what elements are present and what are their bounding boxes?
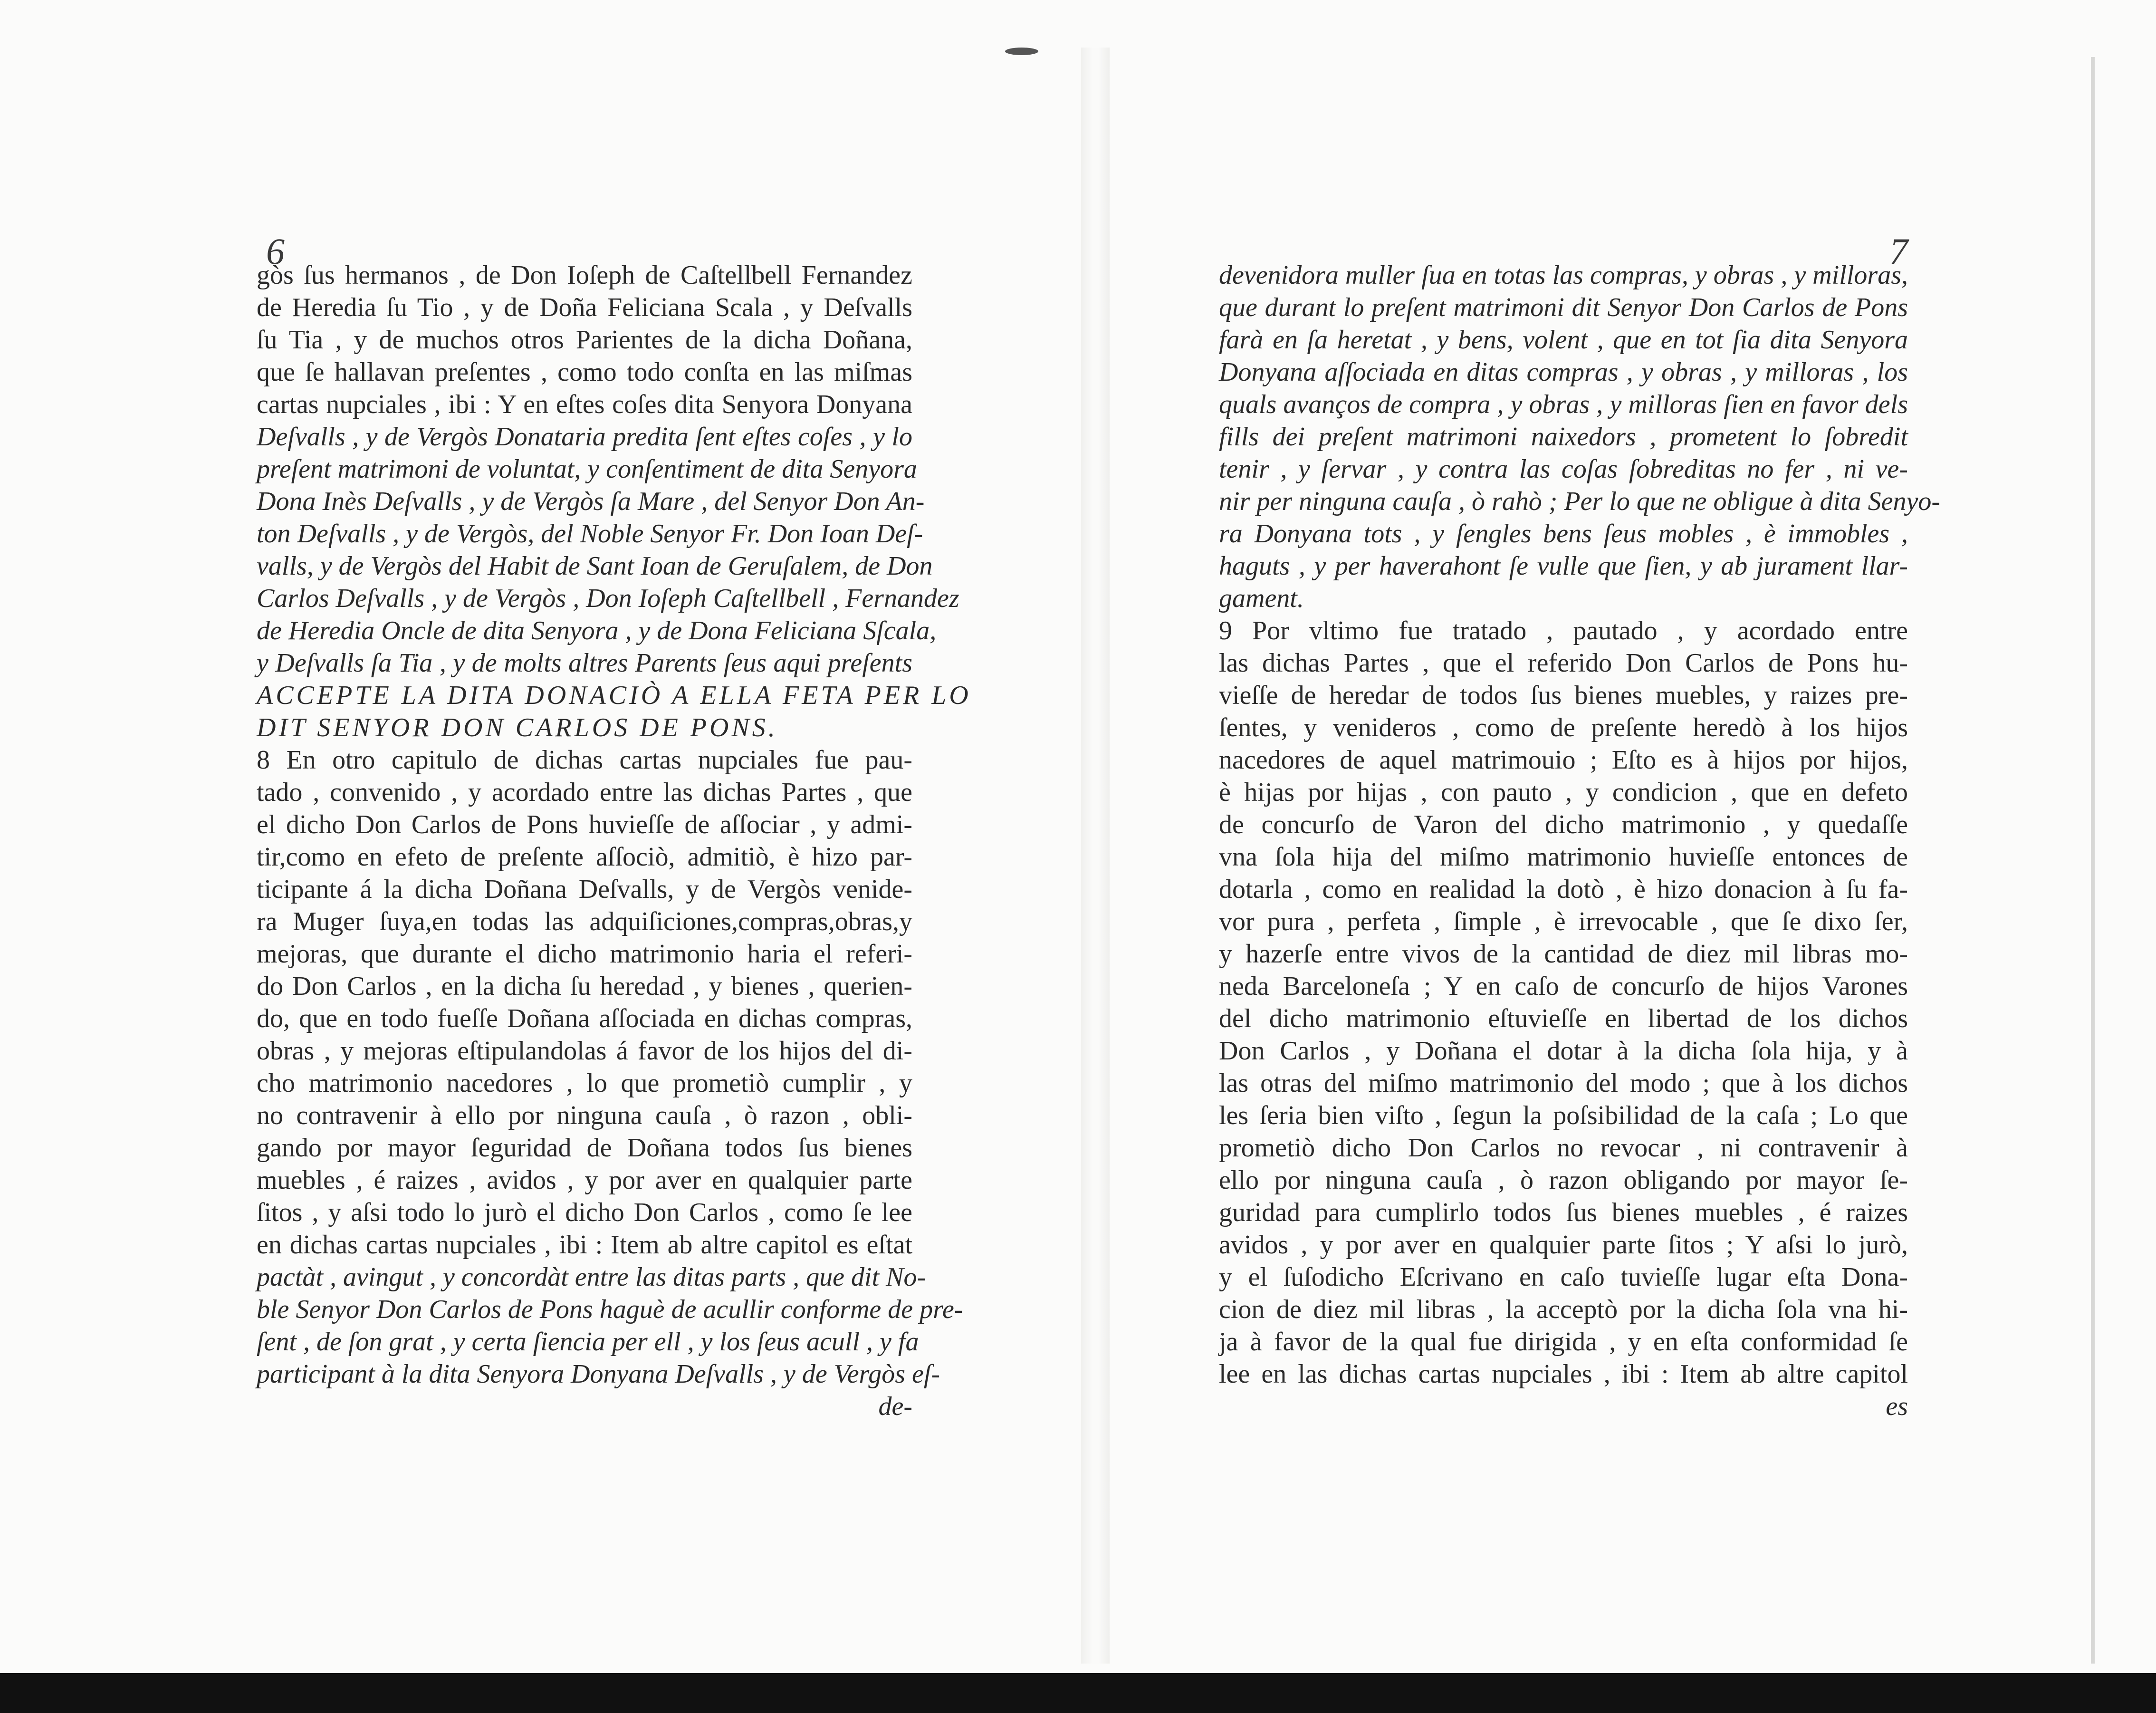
text-line: Carlos Deſvalls , y de Vergòs , Don Ioſeph Caſtellbell , Fernandez — [257, 584, 959, 613]
text-line: vna ſola hija del miſmo matrimonio huvieſſe entonces de — [1219, 842, 1908, 872]
text-line: Don Carlos , y Doñana el dotar à la dicha ſola hija, y à — [1219, 1036, 1908, 1066]
text-line: y el ſuſodicho Eſcrivano en caſo tuvieſſe lugar eſta Dona- — [1219, 1262, 1908, 1292]
text-line: del dicho matrimonio eſtuvieſſe en libertad de los dichos — [1219, 1004, 1908, 1033]
text-line: ra Donyana tots , y ſengles bens ſeus mobles , è immobles , — [1219, 519, 1908, 549]
text-line: ſitos , y aſsi todo lo jurò el dicho Don Carlos , como ſe lee — [257, 1198, 912, 1227]
catchword: de- — [878, 1392, 912, 1421]
text-line: ſent , de ſon grat , y certa ſiencia per ell , y los ſeus acull , y fa — [257, 1327, 919, 1357]
text-line: que ſe hallavan preſentes , como todo conſta en las miſmas — [257, 357, 912, 387]
text-line: ſu Tia , y de muchos otros Parientes de la dicha Doñana, — [257, 325, 912, 355]
text-line: neda Barceloneſa ; Y en caſo de concurſo de hijos Varones — [1219, 972, 1908, 1001]
text-line: participant à la dita Senyora Donyana Deſvalls , y de Vergòs eſ- — [257, 1359, 940, 1389]
text-line: y Deſvalls ſa Tia , y de molts altres Parents ſeus aqui preſents — [257, 648, 912, 678]
binding-mark — [1005, 48, 1038, 55]
text-line: valls, y de Vergòs del Habit de Sant Ioan de Geruſalem, de Don — [257, 551, 933, 581]
text-line: farà en ſa heretat , y bens, volent , que en tot ſia dita Senyora — [1219, 325, 1908, 355]
text-line: devenidora muller ſua en totas las compras, y obras , y milloras, — [1219, 260, 1908, 290]
text-line: quals avanços de compra , y obras , y milloras ſien en favor dels — [1219, 390, 1908, 419]
text-line: 8 En otro capitulo de dichas cartas nupciales fue pau- — [257, 745, 912, 775]
text-line: cho matrimonio nacedores , lo que prometiò cumplir , y — [257, 1068, 912, 1098]
text-line: de Heredia Oncle de dita Senyora , y de Dona Feliciana Sſcala, — [257, 616, 937, 645]
text-line: vieſſe de heredar de todos ſus bienes muebles, y raizes pre- — [1219, 681, 1908, 710]
text-line: cartas nupciales , ibi : Y en eſtes coſes dita Senyora Donyana — [257, 390, 912, 419]
text-line: ton Deſvalls , y de Vergòs, del Noble Senyor Fr. Don Ioan Deſ- — [257, 519, 923, 549]
text-line: gòs ſus hermanos , de Don Ioſeph de Caſtellbell Fernandez — [257, 260, 912, 290]
text-line: las otras del miſmo matrimonio del modo ; que à los dichos — [1219, 1068, 1908, 1098]
right-page-text — [1219, 259, 1940, 1423]
text-line: y hazerſe entre vivos de la cantidad de diez mil libras mo- — [1219, 939, 1908, 969]
text-line: tir,como en efeto de preſente aſſociò, admitiò, è hizo par- — [257, 842, 912, 872]
catchword: es — [1886, 1392, 1908, 1421]
text-line: tenir , y ſervar , y contra las coſas ſobreditas no fer , ni ve- — [1219, 454, 1908, 484]
left-page-text — [257, 259, 971, 1423]
text-line: que durant lo preſent matrimoni dit Senyor Don Carlos de Pons — [1219, 293, 1908, 322]
text-line: preſent matrimoni de voluntat, y conſentiment de dita Senyora — [257, 454, 917, 484]
text-line: è hijas por hijas , con pauto , y condicion , que en defeto — [1219, 778, 1908, 807]
text-line: les ſeria bien viſto , ſegun la poſsibilidad de la caſa ; Lo que — [1219, 1101, 1908, 1130]
text-line: ja à favor de la qual fue dirigida , y en eſta conformidad ſe — [1219, 1327, 1908, 1357]
text-line: obras , y mejoras eſtipulandolas á favor de los hijos del di- — [257, 1036, 912, 1066]
text-line: ble Senyor Don Carlos de Pons haguè de acullir conforme de pre- — [257, 1295, 963, 1324]
text-line: vor pura , perfeta , ſimple , è irrevocable , que ſe dixo ſer, — [1219, 907, 1908, 936]
page-number: 6 — [266, 231, 285, 272]
text-line: fills dei preſent matrimoni naixedors , prometent lo ſobredit — [1219, 422, 1908, 452]
scan-border — [0, 1673, 2156, 1713]
text-line: no contravenir à ello por ninguna cauſa , ò razon , obli- — [257, 1101, 912, 1130]
text-line: DIT SENYOR DON CARLOS DE PONS. — [257, 713, 778, 742]
text-line: do Don Carlos , en la dicha ſu heredad , y bienes , querien- — [257, 972, 912, 1001]
text-line: dotarla , como en realidad la dotò , è hizo donacion à ſu fa- — [1219, 875, 1908, 904]
text-line: gament. — [1219, 584, 1304, 613]
text-line: Dona Inès Deſvalls , y de Vergòs ſa Mare , del Senyor Don An- — [257, 487, 925, 516]
text-line: guridad para cumplirlo todos ſus bienes muebles , é raizes — [1219, 1198, 1908, 1227]
text-line: mejoras, que durante el dicho matrimonio haria el referi- — [257, 939, 912, 969]
text-line: ſentes, y venideros , como de preſente heredò à los hijos — [1219, 713, 1908, 742]
text-line: prometiò dicho Don Carlos no revocar , ni contravenir à — [1219, 1133, 1908, 1163]
text-line: lee en las dichas cartas nupciales , ibi : Item ab altre capitol — [1219, 1359, 1908, 1389]
text-line: 9 Por vltimo fue tratado , pautado , y acordado entre — [1219, 616, 1908, 645]
text-line: las dichas Partes , que el referido Don Carlos de Pons hu- — [1219, 648, 1908, 678]
page-gutter — [1081, 48, 1110, 1664]
text-line: gando por mayor ſeguridad de Doñana todos ſus bienes — [257, 1133, 912, 1163]
text-line: haguts , y per haverahont ſe vulle que ſien, y ab jurament llar- — [1219, 551, 1908, 581]
text-line: Deſvalls , y de Vergòs Donataria predita ſent eſtes coſes , y lo — [257, 422, 912, 452]
text-line: el dicho Don Carlos de Pons huvieſſe de aſſociar , y admi- — [257, 810, 912, 839]
page-number: 7 — [1889, 231, 1908, 272]
text-line: de Heredia ſu Tio , y de Doña Feliciana Scala , y Deſvalls — [257, 293, 912, 322]
text-line: muebles , é raizes , avidos , y por aver en qualquier parte — [257, 1165, 912, 1195]
text-line: cion de diez mil libras , la acceptò por la dicha ſola vna hi- — [1219, 1295, 1908, 1324]
text-line: avidos , y por aver en qualquier parte ſitos ; Y aſsi lo jurò, — [1219, 1230, 1908, 1260]
text-line: de concurſo de Varon del dicho matrimonio , y quedaſſe — [1219, 810, 1908, 839]
text-line: en dichas cartas nupciales , ibi : Item ab altre capitol es eſtat — [257, 1230, 912, 1260]
text-line: Donyana aſſociada en ditas compras , y obras , y milloras , los — [1219, 357, 1908, 387]
text-line: do, que en todo fueſſe Doñana aſſociada en dichas compras, — [257, 1004, 912, 1033]
text-line: ACCEPTE LA DITA DONACIÒ A ELLA FETA PER LO — [257, 681, 971, 710]
text-line: tado , convenido , y acordado entre las dichas Partes , que — [257, 778, 912, 807]
text-line: pactàt , avingut , y concordàt entre las ditas parts , que dit No- — [257, 1262, 926, 1292]
text-line: ello por ninguna cauſa , ò razon obligando por mayor ſe- — [1219, 1165, 1908, 1195]
page-edge — [2091, 57, 2095, 1664]
text-line: ra Muger ſuya,en todas las adquiſiciones,compras,obras,y — [257, 907, 912, 936]
text-line: ticipante á la dicha Doñana Deſvalls, y de Vergòs venide- — [257, 875, 912, 904]
text-line: nir per ninguna cauſa , ò rahò ; Per lo que ne obligue à dita Senyo- — [1219, 487, 1940, 516]
text-line: nacedores de aquel matrimouio ; Eſto es à hijos por hijos, — [1219, 745, 1908, 775]
